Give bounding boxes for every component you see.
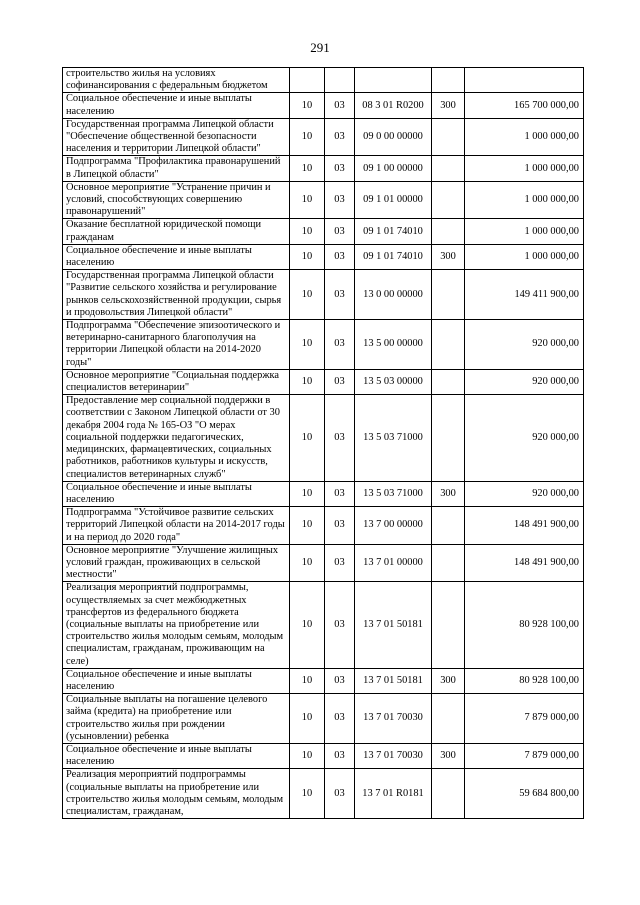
- target-article-cell: 09 0 00 00000: [355, 118, 432, 156]
- table-row: [63, 93, 584, 118]
- target-article-cell: 13 5 03 71000: [355, 395, 432, 481]
- amount-cell: 1 000 000,00: [465, 219, 584, 244]
- expense-type-cell: 300: [432, 93, 465, 118]
- section-code-cell: 10: [290, 219, 325, 244]
- expense-type-cell: [432, 395, 465, 481]
- target-article-cell: 09 1 01 00000: [355, 181, 432, 219]
- section-code-cell: 10: [290, 395, 325, 481]
- table-row: [63, 544, 584, 582]
- amount-cell: 165 700 000,00: [465, 93, 584, 118]
- table-row: [63, 743, 584, 768]
- section-code-cell: 10: [290, 544, 325, 582]
- expense-name-cell: строительство жилья на условиях софинансирования с федеральным бюджетом: [63, 68, 290, 93]
- target-article-cell: 13 7 01 00000: [355, 544, 432, 582]
- expense-name-cell: Социальное обеспечение и иные выплаты населению: [63, 481, 290, 506]
- amount-cell: 920 000,00: [465, 395, 584, 481]
- expense-name-cell: Оказание бесплатной юридической помощи гражданам: [63, 219, 290, 244]
- amount-cell: 920 000,00: [465, 320, 584, 370]
- section-code-cell: 10: [290, 582, 325, 668]
- target-article-cell: 13 5 03 00000: [355, 369, 432, 394]
- target-article-cell: 13 7 01 70030: [355, 743, 432, 768]
- expense-name-cell: Подпрограмма "Профилактика правонарушений в Липецкой области": [63, 156, 290, 181]
- subsection-code-cell: 03: [325, 743, 355, 768]
- section-code-cell: 10: [290, 668, 325, 693]
- expense-name-cell: Государственная программа Липецкой области "Обеспечение общественной безопасности населения и территории Липецкой области": [63, 118, 290, 156]
- table-row: [63, 219, 584, 244]
- expense-type-cell: [432, 219, 465, 244]
- section-code-cell: 10: [290, 743, 325, 768]
- target-article-cell: 13 5 03 71000: [355, 481, 432, 506]
- subsection-code-cell: 03: [325, 320, 355, 370]
- budget-table-body: [63, 68, 584, 819]
- table-row: [63, 68, 584, 93]
- expense-name-cell: Социальные выплаты на погашение целевого займа (кредита) на приобретение или строительство жилья при рождении (усыновлении) ребенка: [63, 694, 290, 744]
- expense-name-cell: Социальное обеспечение и иные выплаты населению: [63, 244, 290, 269]
- amount-cell: 59 684 800,00: [465, 769, 584, 819]
- target-article-cell: 09 1 01 74010: [355, 219, 432, 244]
- expense-type-cell: [432, 320, 465, 370]
- amount-cell: 148 491 900,00: [465, 507, 584, 545]
- expense-type-cell: [432, 544, 465, 582]
- table-row: [63, 244, 584, 269]
- amount-cell: 1 000 000,00: [465, 156, 584, 181]
- expense-type-cell: 300: [432, 481, 465, 506]
- expense-name-cell: Социальное обеспечение и иные выплаты населению: [63, 93, 290, 118]
- amount-cell: 7 879 000,00: [465, 694, 584, 744]
- table-row: [63, 395, 584, 481]
- expense-type-cell: [432, 369, 465, 394]
- subsection-code-cell: 03: [325, 118, 355, 156]
- target-article-cell: [355, 68, 432, 93]
- section-code-cell: 10: [290, 320, 325, 370]
- amount-cell: 148 491 900,00: [465, 544, 584, 582]
- expense-type-cell: 300: [432, 668, 465, 693]
- subsection-code-cell: 03: [325, 507, 355, 545]
- subsection-code-cell: 03: [325, 156, 355, 181]
- expense-type-cell: [432, 118, 465, 156]
- subsection-code-cell: 03: [325, 694, 355, 744]
- section-code-cell: 10: [290, 270, 325, 320]
- expense-type-cell: [432, 181, 465, 219]
- expense-name-cell: Социальное обеспечение и иные выплаты населению: [63, 668, 290, 693]
- subsection-code-cell: 03: [325, 93, 355, 118]
- expense-type-cell: [432, 507, 465, 545]
- section-code-cell: 10: [290, 244, 325, 269]
- expense-type-cell: [432, 156, 465, 181]
- subsection-code-cell: 03: [325, 544, 355, 582]
- amount-cell: 7 879 000,00: [465, 743, 584, 768]
- expense-name-cell: Подпрограмма "Обеспечение эпизоотического и ветеринарно-санитарного благополучия на территории Липецкой области на 2014-2020 годы": [63, 320, 290, 370]
- table-row: [63, 320, 584, 370]
- expense-name-cell: Подпрограмма "Устойчивое развитие сельских территорий Липецкой области на 2014-2017 годы и на период до 2020 года": [63, 507, 290, 545]
- expense-type-cell: [432, 68, 465, 93]
- section-code-cell: 10: [290, 507, 325, 545]
- table-row: [63, 181, 584, 219]
- section-code-cell: 10: [290, 181, 325, 219]
- amount-cell: [465, 68, 584, 93]
- subsection-code-cell: 03: [325, 769, 355, 819]
- expense-name-cell: Основное мероприятие "Улучшение жилищных условий граждан, проживающих в сельской местности": [63, 544, 290, 582]
- amount-cell: 149 411 900,00: [465, 270, 584, 320]
- subsection-code-cell: 03: [325, 181, 355, 219]
- section-code-cell: 10: [290, 694, 325, 744]
- section-code-cell: 10: [290, 769, 325, 819]
- target-article-cell: 13 7 01 50181: [355, 582, 432, 668]
- expense-type-cell: [432, 694, 465, 744]
- subsection-code-cell: 03: [325, 244, 355, 269]
- table-row: [63, 118, 584, 156]
- page-number: 291: [310, 40, 330, 55]
- table-row: [63, 507, 584, 545]
- expense-name-cell: Государственная программа Липецкой области "Развитие сельского хозяйства и регулирование рынков сельскохозяйственной продукции, сырья и продовольствия Липецкой области": [63, 270, 290, 320]
- expense-type-cell: 300: [432, 743, 465, 768]
- target-article-cell: 13 7 01 R0181: [355, 769, 432, 819]
- amount-cell: 1 000 000,00: [465, 181, 584, 219]
- expense-name-cell: Основное мероприятие "Социальная поддержка специалистов ветеринарии": [63, 369, 290, 394]
- target-article-cell: 13 0 00 00000: [355, 270, 432, 320]
- expense-name-cell: Реализация мероприятий подпрограммы (социальные выплаты на приобретение или строительство жилья молодым семьям, молодым специалистам, гражданам,: [63, 769, 290, 819]
- table-row: [63, 582, 584, 668]
- table-row: [63, 481, 584, 506]
- subsection-code-cell: 03: [325, 219, 355, 244]
- table-row: [63, 694, 584, 744]
- subsection-code-cell: 03: [325, 668, 355, 693]
- table-row: [63, 270, 584, 320]
- amount-cell: 1 000 000,00: [465, 118, 584, 156]
- expense-name-cell: Основное мероприятие "Устранение причин и условий, способствующих совершению правонарушений": [63, 181, 290, 219]
- target-article-cell: 13 7 00 00000: [355, 507, 432, 545]
- target-article-cell: 13 7 01 70030: [355, 694, 432, 744]
- section-code-cell: 10: [290, 93, 325, 118]
- amount-cell: 80 928 100,00: [465, 582, 584, 668]
- target-article-cell: 13 7 01 50181: [355, 668, 432, 693]
- expense-type-cell: [432, 769, 465, 819]
- amount-cell: 80 928 100,00: [465, 668, 584, 693]
- table-row: [63, 668, 584, 693]
- target-article-cell: 08 3 01 R0200: [355, 93, 432, 118]
- subsection-code-cell: 03: [325, 582, 355, 668]
- section-code-cell: 10: [290, 156, 325, 181]
- amount-cell: 1 000 000,00: [465, 244, 584, 269]
- target-article-cell: 09 1 00 00000: [355, 156, 432, 181]
- target-article-cell: 13 5 00 00000: [355, 320, 432, 370]
- table-row: [63, 156, 584, 181]
- budget-table: [62, 67, 584, 819]
- subsection-code-cell: 03: [325, 481, 355, 506]
- amount-cell: 920 000,00: [465, 369, 584, 394]
- subsection-code-cell: 03: [325, 270, 355, 320]
- expense-name-cell: Предоставление мер социальной поддержки в соответствии с Законом Липецкой области от 30 декабря 2004 года № 165-ОЗ "О мерах социальной поддержки педагогических, медицинских, фармацевтических, социальных работников, работников культуры и искусств, специалистов ветеринарных служб": [63, 395, 290, 481]
- subsection-code-cell: [325, 68, 355, 93]
- expense-type-cell: [432, 582, 465, 668]
- table-row: [63, 769, 584, 819]
- expense-name-cell: Реализация мероприятий подпрограммы, осуществляемых за счет межбюджетных трансфертов из федерального бюджета (социальные выплаты на приобретение или строительство жилья молодым семьям, молодым специалистам, гражданам, проживающим на селе): [63, 582, 290, 668]
- subsection-code-cell: 03: [325, 369, 355, 394]
- section-code-cell: 10: [290, 118, 325, 156]
- section-code-cell: [290, 68, 325, 93]
- expense-type-cell: [432, 270, 465, 320]
- amount-cell: 920 000,00: [465, 481, 584, 506]
- section-code-cell: 10: [290, 481, 325, 506]
- section-code-cell: 10: [290, 369, 325, 394]
- table-row: [63, 369, 584, 394]
- subsection-code-cell: 03: [325, 395, 355, 481]
- expense-name-cell: Социальное обеспечение и иные выплаты населению: [63, 743, 290, 768]
- target-article-cell: 09 1 01 74010: [355, 244, 432, 269]
- expense-type-cell: 300: [432, 244, 465, 269]
